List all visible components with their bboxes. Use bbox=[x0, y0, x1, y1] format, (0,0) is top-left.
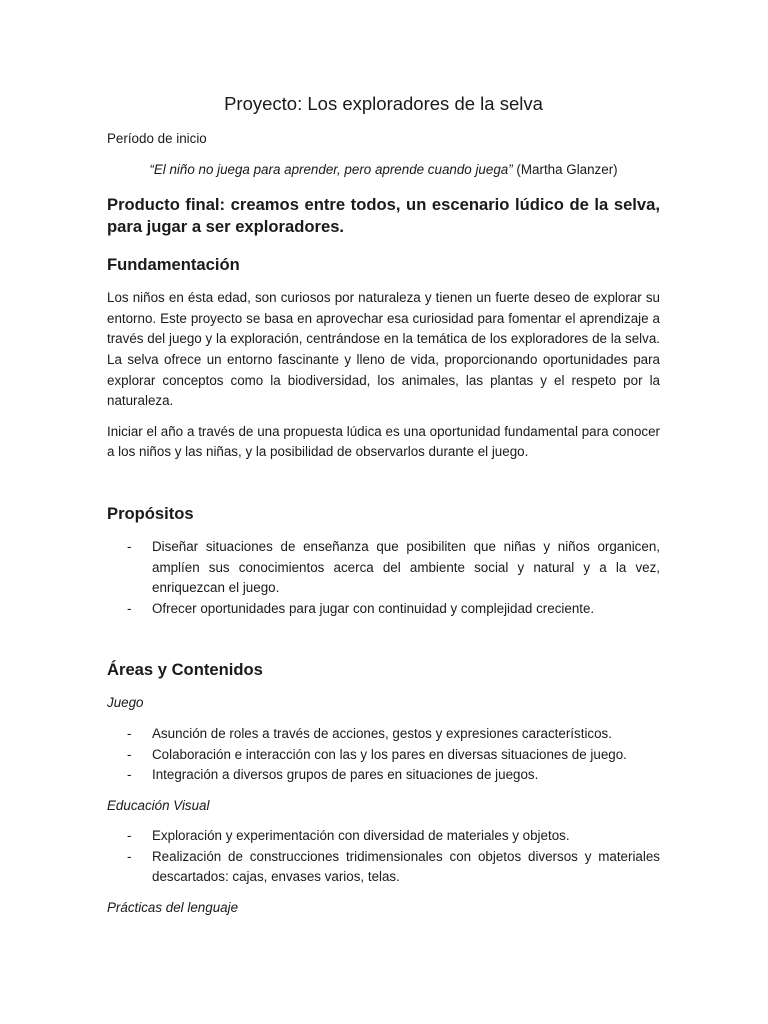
period-label: Período de inicio bbox=[107, 131, 207, 146]
list-dash-marker: - bbox=[127, 767, 132, 783]
list-item bbox=[107, 826, 660, 847]
list-dash-marker: - bbox=[127, 538, 132, 554]
list-item-text: Asunción de roles a través de acciones, gestos y expresiones característicos. bbox=[152, 725, 612, 741]
list-dash-marker: - bbox=[127, 828, 132, 844]
list-item-text: Realización de construcciones tridimensionales con objetos diversos y materiales descartados: cajas, envases varios, telas. bbox=[152, 848, 660, 885]
list-item-text: Ofrecer oportunidades para jugar con continuidad y complejidad creciente. bbox=[152, 600, 595, 616]
epigraph-quote bbox=[107, 160, 660, 181]
list-item bbox=[107, 765, 660, 786]
quote-author: (Martha Glanzer) bbox=[516, 161, 618, 177]
list-dash-marker: - bbox=[127, 746, 132, 762]
fundamentacion-paragraph-2: Iniciar el año a través de una propuesta lúdica es una oportunidad fundamental para conocer a los niños y las niñas, y la posibilidad de observarlos durante el juego. bbox=[107, 423, 660, 460]
list-item-text: Integración a diversos grupos de pares en situaciones de juegos. bbox=[152, 767, 539, 783]
page-title: Proyecto: Los exploradores de la selva bbox=[224, 93, 543, 114]
list-item bbox=[107, 724, 660, 745]
quote-text: “El niño no juega para aprender, pero aprende cuando juega” bbox=[149, 161, 513, 177]
document-page bbox=[107, 92, 660, 929]
list-dash-marker: - bbox=[127, 848, 132, 864]
propositos-list bbox=[107, 537, 660, 619]
fundamentacion-paragraph-1: Los niños en ésta edad, son curiosos por naturaleza y tienen un fuerte deseo de explorar su entorno. Este proyecto se basa en aprovechar esa curiosidad para fomentar el aprendizaje a través del juego y la exploración, centrándose en la temática de los exploradores de la selva. La selva ofrece un entorno fascinante y lleno de vida, proporcionando oportunidades para explorar conceptos como la biodiversidad, los animales, las plantas y el respeto por la naturaleza. bbox=[107, 290, 660, 409]
list-item bbox=[107, 537, 660, 599]
list-dash-marker: - bbox=[127, 725, 132, 741]
section-spacer bbox=[107, 473, 660, 503]
subheading-juego: Juego bbox=[107, 695, 144, 711]
list-item-text: Diseñar situaciones de enseñanza que posibiliten que niñas y niños organicen, amplíen sus conocimientos acerca del ambiente social y natural y a la vez, enriquezcan el juego. bbox=[152, 538, 660, 596]
list-item-text: Colaboración e interacción con las y los pares en diversas situaciones de juego. bbox=[152, 746, 627, 762]
list-item bbox=[107, 847, 660, 888]
final-product-statement: Producto final: creamos entre todos, un escenario lúdico de la selva, para jugar a ser exploradores. bbox=[107, 195, 660, 237]
educacion-visual-list bbox=[107, 826, 660, 888]
section-heading-areas: Áreas y Contenidos bbox=[107, 660, 263, 680]
section-spacer bbox=[107, 629, 660, 659]
subheading-educacion-visual: Educación Visual bbox=[107, 797, 210, 813]
section-heading-propositos: Propósitos bbox=[107, 503, 194, 523]
list-dash-marker: - bbox=[127, 600, 132, 616]
subheading-practicas-lenguaje: Prácticas del lenguaje bbox=[107, 900, 239, 916]
list-item bbox=[107, 599, 660, 620]
section-heading-fundamentacion: Fundamentación bbox=[107, 255, 240, 275]
juego-list bbox=[107, 724, 660, 786]
list-item bbox=[107, 745, 660, 766]
list-item-text: Exploración y experimentación con diversidad de materiales y objetos. bbox=[152, 828, 570, 844]
